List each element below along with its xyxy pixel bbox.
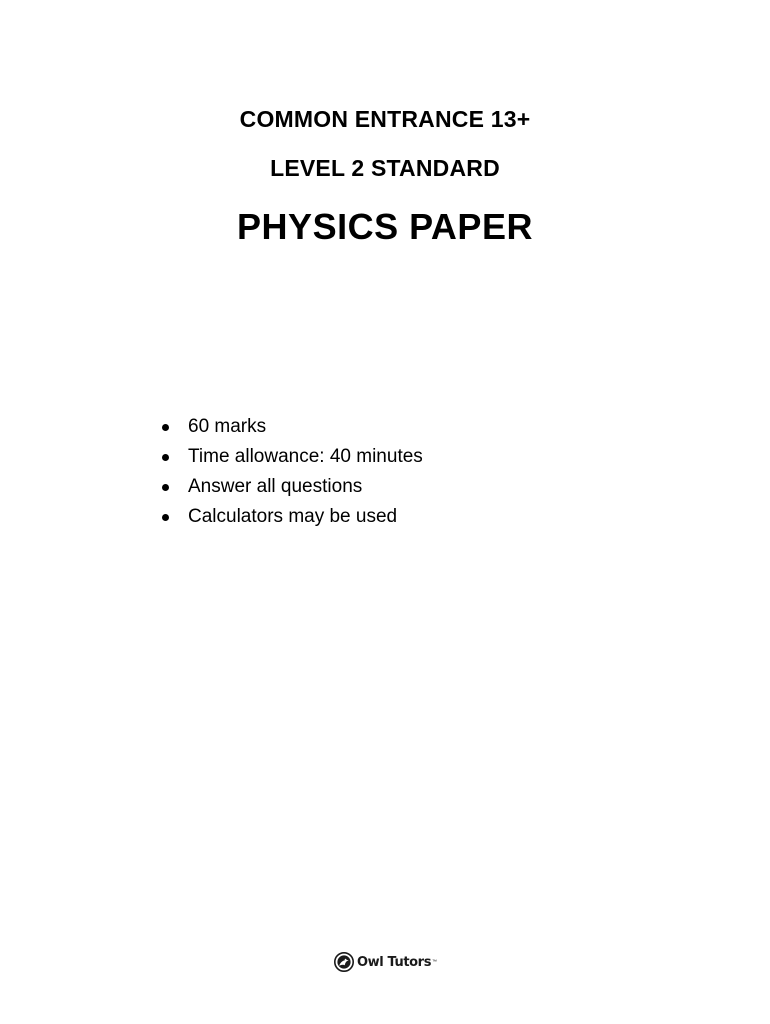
exam-title-line-2: LEVEL 2 STANDARD <box>270 155 500 181</box>
exam-title-line-1: COMMON ENTRANCE 13+ <box>239 106 531 132</box>
bullet-icon <box>162 484 169 491</box>
footer-logo <box>334 951 437 973</box>
owl-logo-icon <box>334 952 354 972</box>
list-item-text: 60 marks <box>188 416 267 437</box>
list-item-text: Calculators may be used <box>188 506 398 527</box>
list-item <box>160 502 423 532</box>
paper-title: PHYSICS PAPER <box>237 206 533 247</box>
bullet-icon <box>162 424 169 431</box>
list-item <box>160 442 423 472</box>
instructions-list <box>160 412 423 532</box>
trademark-symbol: ™ <box>432 959 438 965</box>
list-item <box>160 412 423 442</box>
list-item-text: Time allowance: 40 minutes <box>188 446 423 467</box>
brand-name: Owl Tutors <box>357 954 432 970</box>
bullet-icon <box>162 514 169 521</box>
list-item <box>160 472 423 502</box>
list-item-text: Answer all questions <box>188 476 363 497</box>
bullet-icon <box>162 454 169 461</box>
